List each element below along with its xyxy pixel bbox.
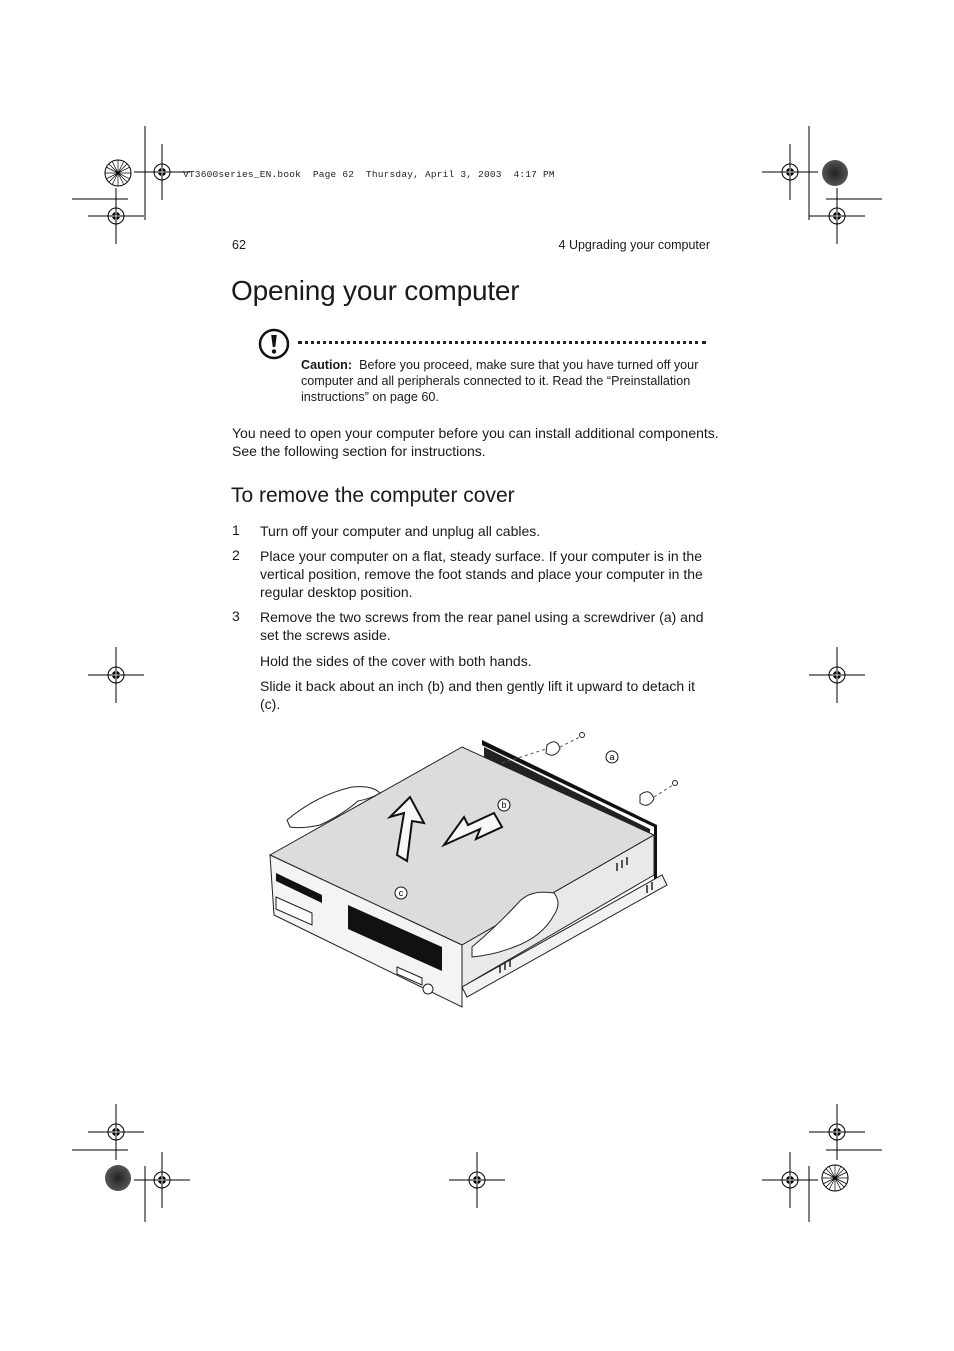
label-c: c (398, 888, 404, 898)
step-text: Turn off your computer and unplug all cables. (260, 523, 541, 539)
label-a: a (609, 752, 615, 762)
step-subparagraph: Slide it back about an inch (b) and then gently lift it upward to detach it (c). (260, 678, 696, 712)
intro-paragraph: You need to open your computer before you can install additional components. See the following section for instructions. (232, 425, 719, 459)
label-b: b (501, 800, 507, 810)
caution-divider (298, 341, 706, 344)
caution-label: Caution: (301, 358, 353, 372)
step-text: Remove the two screws from the rear panel using a screwdriver (a) and set the screws aside. (260, 609, 704, 643)
page-title: Opening your computer (231, 275, 520, 306)
print-slug: VT3600series_EN.book Page 62 Thursday, April 3, 2003 4:17 PM (183, 169, 555, 180)
chapter-header: 4 Upgrading your computer (558, 238, 710, 252)
step-text: Place your computer on a flat, steady surface. If your computer is in the vertical position, remove the foot stands and place your computer in the regular desktop position. (260, 548, 703, 600)
step-number: 1 (232, 522, 240, 538)
step-subparagraph: Hold the sides of the cover with both hands. (260, 653, 532, 669)
caution-icon (258, 328, 290, 360)
step-number: 2 (232, 547, 240, 563)
caution-text: Before you proceed, make sure that you have turned off your computer and all peripherals connected to it. Read the “Preinstallation instructions” on page 60. (301, 358, 699, 404)
page-number: 62 (232, 238, 246, 252)
computer-cover-illustration (262, 725, 692, 1015)
step-number: 3 (232, 608, 240, 624)
caution-note (301, 357, 711, 405)
section-heading: To remove the computer cover (231, 484, 515, 507)
